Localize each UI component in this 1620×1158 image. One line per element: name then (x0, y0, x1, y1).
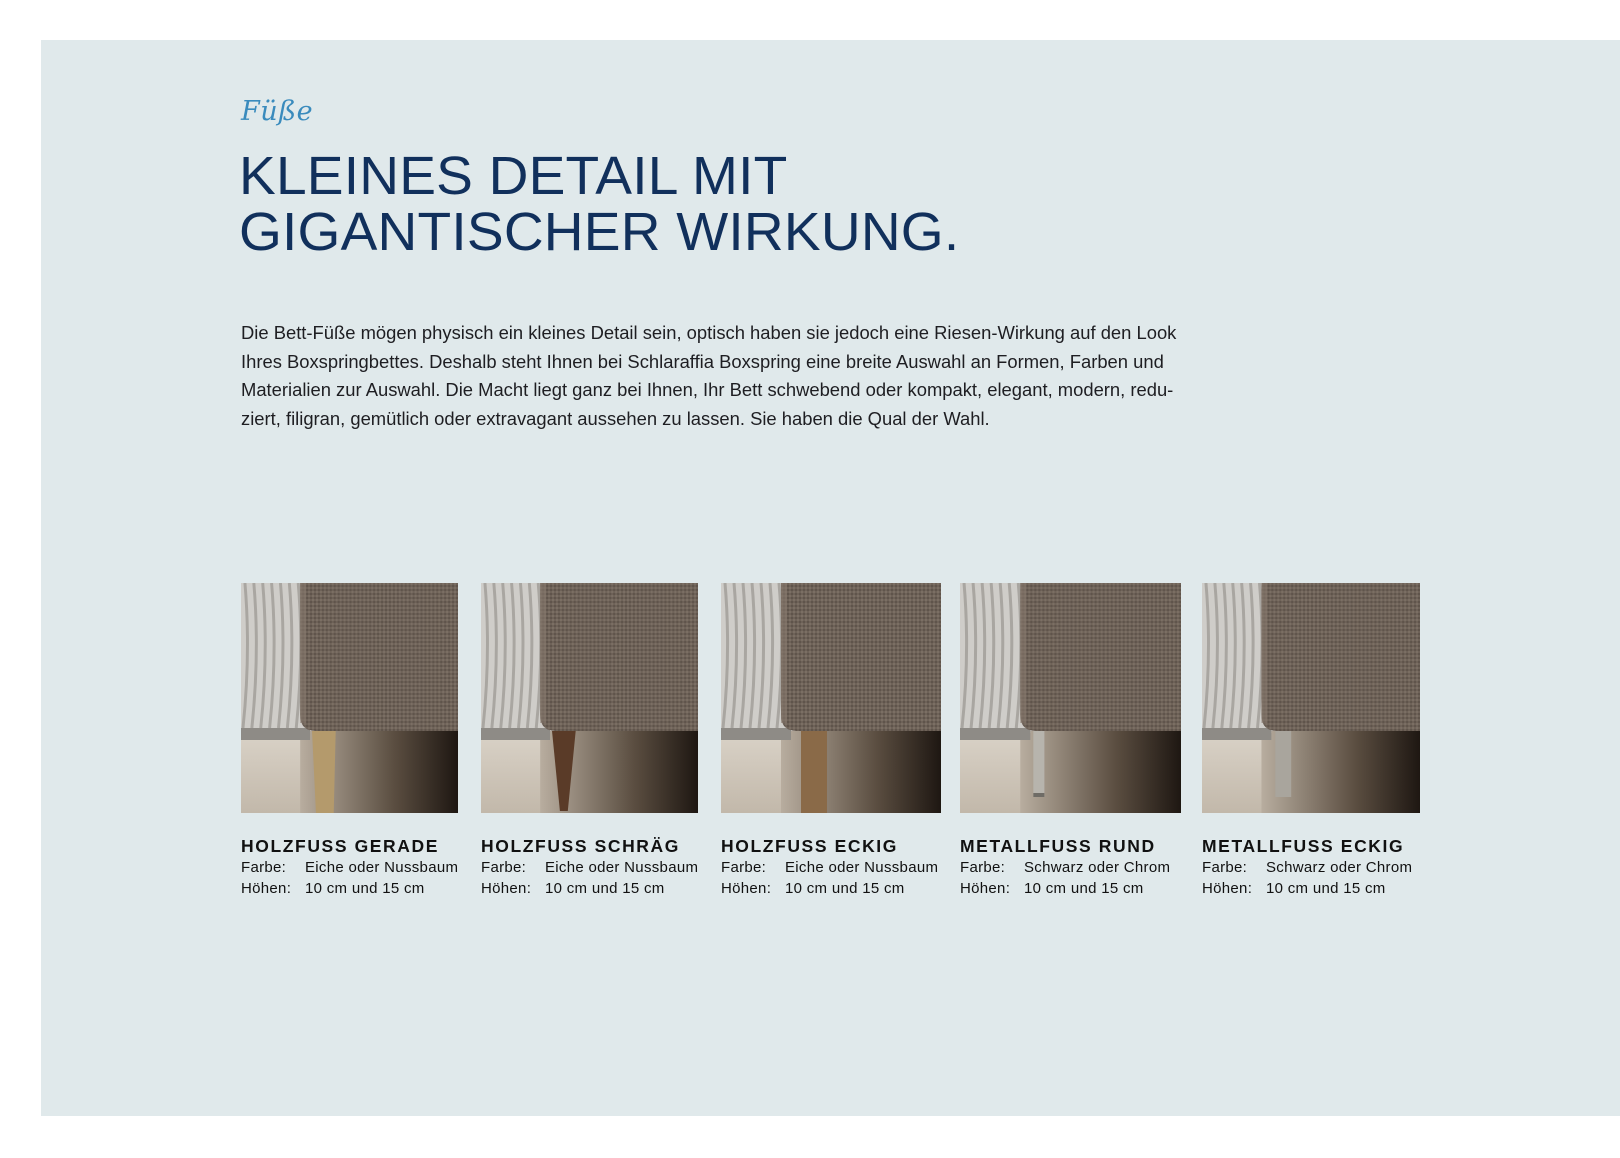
heights-value: 10 cm und 15 cm (305, 880, 425, 897)
heights-label: Höhen: (721, 880, 772, 897)
color-label: Farbe: (1202, 859, 1248, 876)
product-heights-row (241, 878, 458, 899)
color-label: Farbe: (721, 859, 767, 876)
product-heights-row (481, 878, 698, 899)
paragraph-line: Die Bett-Füße mögen physisch ein kleines Detail sein, optisch haben sie jedoch eine Riesen-Wirkung auf den Look (241, 322, 1177, 343)
product-title: HOLZFUSS GERADE (241, 836, 440, 856)
product-card (960, 583, 1181, 899)
heights-label: Höhen: (1202, 880, 1253, 897)
product-photo-art (1202, 583, 1420, 813)
product-color-row (960, 857, 1181, 878)
product-card (481, 583, 698, 899)
paragraph-line: ziert, filigran, gemütlich oder extravagant aussehen zu lassen. Sie haben die Qual der Wahl. (241, 408, 990, 430)
headline-line: KLEINES DETAIL MIT (239, 146, 788, 206)
heights-label: Höhen: (481, 880, 532, 897)
product-title: METALLFUSS RUND (960, 836, 1156, 856)
product-card (721, 583, 941, 899)
color-label: Farbe: (960, 859, 1006, 876)
heights-label: Höhen: (960, 880, 1011, 897)
color-value: Eiche oder Nussbaum (545, 859, 699, 876)
page-panel (41, 40, 1620, 1116)
product-photo (721, 583, 941, 813)
product-heights-row (1202, 878, 1420, 899)
product-photo (241, 583, 458, 813)
paragraph-line: Ihres Boxspringbettes. Deshalb steht Ihnen bei Schlaraffia Boxspring eine breite Auswahl an Formen, Farben und (241, 350, 1164, 372)
headline-line: GIGANTISCHER WIRKUNG. (239, 202, 960, 262)
heights-label: Höhen: (241, 880, 292, 897)
color-value: Eiche oder Nussbaum (785, 859, 939, 876)
product-photo-art (481, 583, 698, 813)
heights-value: 10 cm und 15 cm (1266, 880, 1386, 897)
product-photo-art (960, 583, 1181, 813)
headline (239, 148, 959, 260)
product-card (241, 583, 458, 899)
product-photo (1202, 583, 1420, 813)
section-kicker: Füße (241, 96, 314, 127)
product-photo-art (241, 583, 458, 813)
product-heights-row (960, 878, 1181, 899)
color-value: Schwarz oder Chrom (1266, 859, 1413, 876)
product-color-row (721, 857, 941, 878)
product-card (1202, 583, 1420, 899)
product-photo (960, 583, 1181, 813)
product-photo (481, 583, 698, 813)
product-heights-row (721, 878, 941, 899)
color-label: Farbe: (241, 859, 287, 876)
product-title: METALLFUSS ECKIG (1202, 836, 1405, 856)
color-label: Farbe: (481, 859, 527, 876)
product-color-row (1202, 857, 1420, 878)
heights-value: 10 cm und 15 cm (785, 880, 905, 897)
heights-value: 10 cm und 15 cm (545, 880, 665, 897)
product-color-row (241, 857, 458, 878)
heights-value: 10 cm und 15 cm (1024, 880, 1144, 897)
product-title: HOLZFUSS ECKIG (721, 836, 898, 856)
intro-paragraph (241, 319, 1341, 434)
paragraph-line: Materialien zur Auswahl. Die Macht liegt ganz bei Ihnen, Ihr Bett schwebend oder kompakt, elegant, modern, redu- (241, 379, 1174, 401)
product-color-row (481, 857, 698, 878)
product-title: HOLZFUSS SCHRÄG (481, 836, 680, 856)
color-value: Eiche oder Nussbaum (305, 859, 459, 876)
color-value: Schwarz oder Chrom (1024, 859, 1171, 876)
product-photo-art (721, 583, 941, 813)
